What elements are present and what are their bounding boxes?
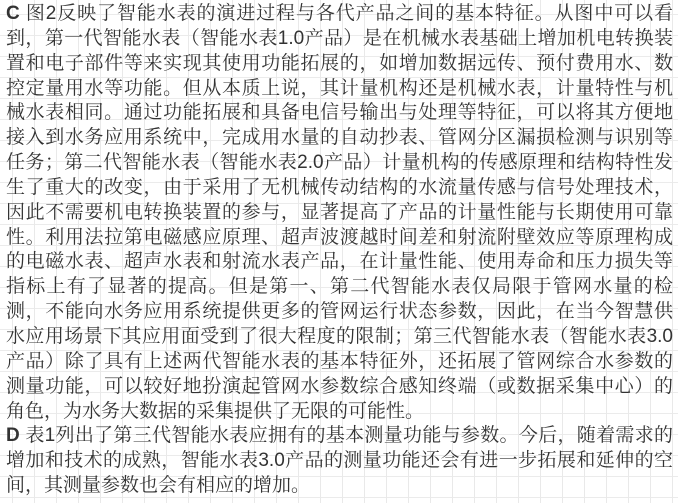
text-line: 到，第一代智能水表（智能水表1.0产品）是在机械水表基础上增加机电转换装 <box>6 27 673 49</box>
paragraph-marker-c: C <box>6 3 20 24</box>
text-line: 置和电子部件等来实现其使用功能拓展的，如增加数据远传、预付费用水、数 <box>6 52 673 74</box>
text-line: 增加和技术的成熟，智能水表3.0产品的测量功能还会有进一步拓展和延伸的空 <box>6 450 673 472</box>
text-line: 接入到水务应用系统中，完成用水量的自动抄表、管网分区漏损检测与识别等 <box>6 127 673 149</box>
text-line: 指标上有了显著的提高。但是第一、第二代智能水表仅局限于管网水量的检 <box>6 276 673 298</box>
text-line-content: 图2反映了智能水表的演进过程与各代产品之间的基本特征。从图中可以看 <box>25 3 673 24</box>
text-line: 测，不能向水务应用系统提供更多的管网运行状态参数，因此，在当今智慧供 <box>6 301 673 323</box>
text-line: 性。利用法拉第电磁感应原理、超声波渡越时间差和射流附壁效应等原理构成 <box>6 226 673 248</box>
text-line: 产品）除了具有上述两代智能水表的基本特征外，还拓展了管网综合水参数的 <box>6 350 673 372</box>
text-line: 控定量用水等功能。但从本质上说，其计量机构还是机械水表，计量特性与机 <box>6 77 673 99</box>
text-line <box>6 2 673 27</box>
paragraph-d <box>6 424 673 499</box>
paragraph-c <box>6 2 673 424</box>
text-line: 任务；第二代智能水表（智能水表2.0产品）计量机构的传感原理和结构特性发 <box>6 152 673 174</box>
text-line-content: 表1列出了第三代智能水表应拥有的基本测量功能与参数。今后，随着需求的 <box>25 425 673 447</box>
text-line: 测量功能，可以较好地扮演起管网水参数综合感知终端（或数据采集中心）的 <box>6 375 673 397</box>
text-line: 因此不需要机电转换装置的参与，显著提高了产品的计量性能与长期使用可靠 <box>6 201 673 223</box>
text-line: 间，其测量参数也会有相应的增加。 <box>6 475 311 497</box>
text-line: 械水表相同。通过功能拓展和具备电信号输出与处理等特征，可以将其方便地 <box>6 102 673 124</box>
text-line: 角色，为水务大数据的采集提供了无限的可能性。 <box>6 400 425 422</box>
text-line: 生了重大的改变，由于采用了无机械传动结构的水流量传感与信号处理技术， <box>6 176 673 198</box>
text-line <box>6 424 673 449</box>
paragraph-marker-d: D <box>6 425 20 447</box>
text-line: 的电磁水表、超声水表和射流水表产品，在计量性能、使用寿命和压力损失等 <box>6 251 673 273</box>
text-line: 水应用场景下其应用面受到了很大程度的限制；第三代智能水表（智能水表3.0 <box>6 325 673 347</box>
